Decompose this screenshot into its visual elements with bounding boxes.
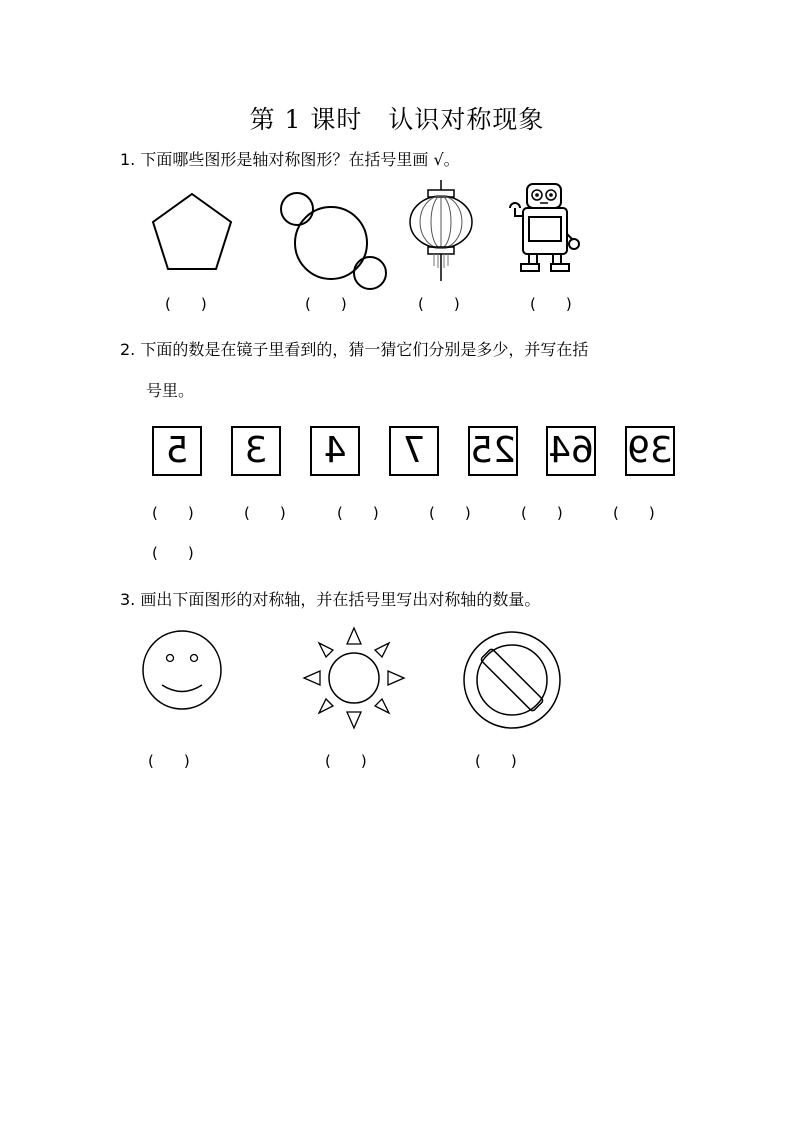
answer-blank[interactable]: ( ) bbox=[325, 752, 367, 770]
answer-blank[interactable]: ( ) bbox=[152, 544, 194, 562]
lantern-figure bbox=[404, 180, 478, 282]
mirrored-number: 5 bbox=[165, 430, 189, 471]
sun-figure bbox=[302, 626, 406, 730]
answer-blank[interactable]: ( ) bbox=[305, 295, 347, 313]
answer-blank[interactable]: ( ) bbox=[244, 504, 286, 522]
mirrored-number: 3 bbox=[244, 430, 268, 471]
mirrored-number: 39 bbox=[627, 430, 673, 471]
pentagon-figure bbox=[150, 192, 234, 272]
answer-blank[interactable]: ( ) bbox=[429, 504, 471, 522]
answer-blank[interactable]: ( ) bbox=[418, 295, 460, 313]
answer-blank[interactable]: ( ) bbox=[613, 504, 655, 522]
mirrored-number-box bbox=[389, 426, 439, 476]
answer-blank[interactable]: ( ) bbox=[165, 295, 207, 313]
mirrored-number: 25 bbox=[470, 430, 516, 471]
answer-blank[interactable]: ( ) bbox=[521, 504, 563, 522]
question-2-text-continued: 号里。 bbox=[146, 381, 195, 400]
mirrored-number-box bbox=[468, 426, 518, 476]
answer-blank[interactable]: ( ) bbox=[337, 504, 379, 522]
question-2-text: 2. 下面的数是在镜子里看到的，猜一猜它们分别是多少，并写在括 bbox=[120, 340, 589, 359]
mirrored-number: 7 bbox=[402, 430, 426, 471]
smiley-face-figure bbox=[140, 628, 224, 712]
question-3-text: 3. 画出下面图形的对称轴，并在括号里写出对称轴的数量。 bbox=[120, 590, 541, 609]
page-title: 第 1 课时 认识对称现象 bbox=[249, 105, 545, 134]
question-1-text: 1. 下面哪些图形是轴对称图形？在括号里画 √。 bbox=[120, 150, 460, 169]
mirrored-number-box bbox=[231, 426, 281, 476]
mirrored-number: 64 bbox=[548, 430, 594, 471]
answer-blank[interactable]: ( ) bbox=[530, 295, 572, 313]
mirrored-number-box bbox=[152, 426, 202, 476]
answer-blank[interactable]: ( ) bbox=[152, 504, 194, 522]
answer-blank[interactable]: ( ) bbox=[148, 752, 190, 770]
no-sign-figure bbox=[462, 630, 562, 730]
robot-figure bbox=[507, 182, 583, 274]
mirrored-number: 4 bbox=[323, 430, 347, 471]
mirrored-number-box bbox=[310, 426, 360, 476]
circles-figure bbox=[280, 190, 390, 290]
mirrored-number-box bbox=[546, 426, 596, 476]
answer-blank[interactable]: ( ) bbox=[475, 752, 517, 770]
mirrored-number-box bbox=[625, 426, 675, 476]
